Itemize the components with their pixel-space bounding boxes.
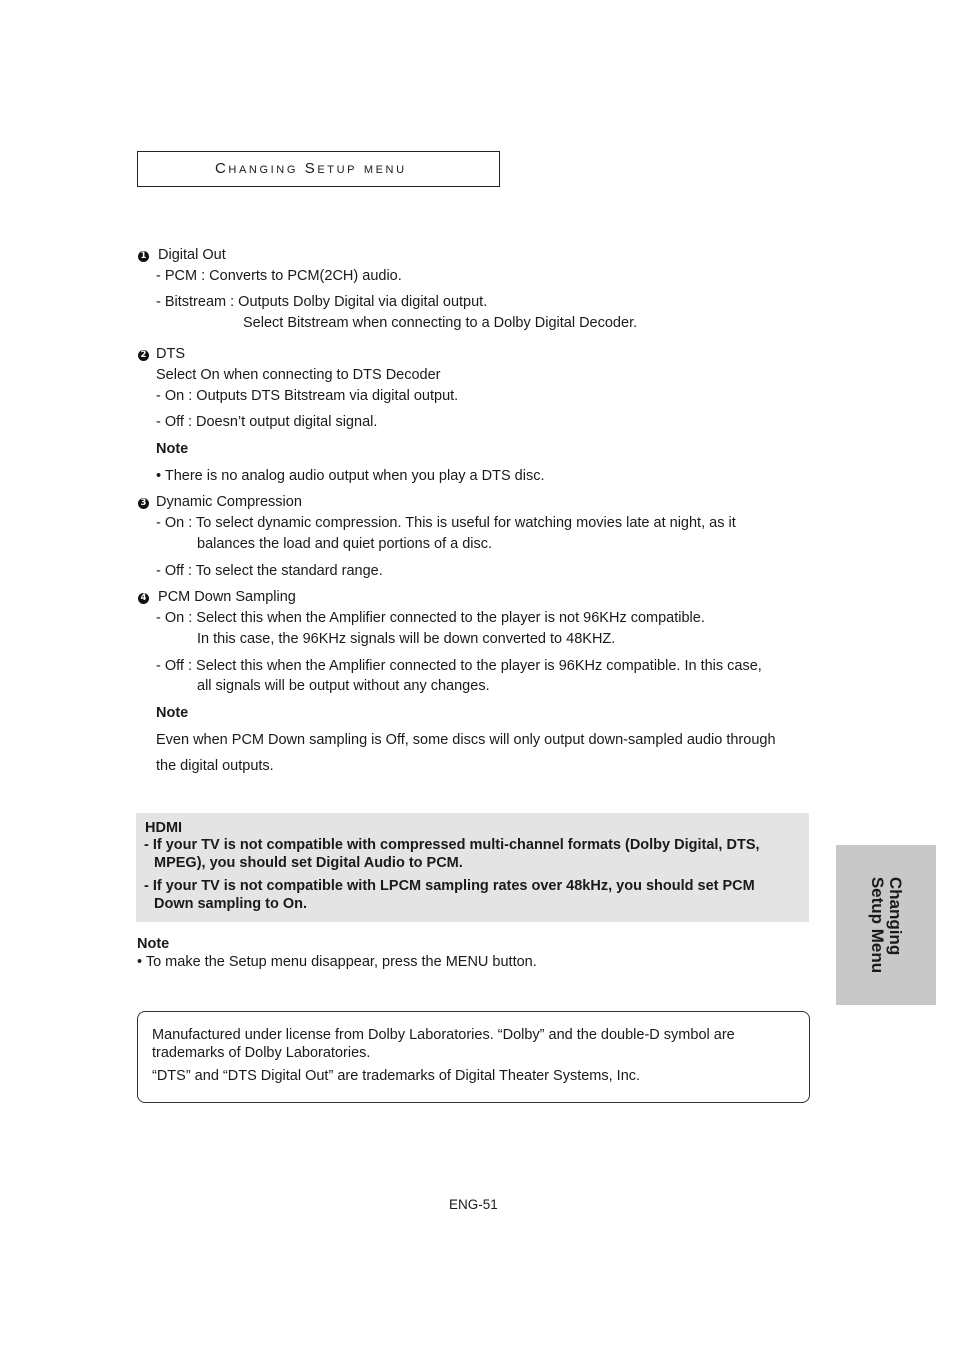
dts-note-text: • There is no analog audio output when you play a DTS disc.: [156, 468, 545, 484]
hdmi-item1-line1: - If your TV is not compatible with compressed multi-channel formats (Dolby Digital, DTS,: [144, 837, 760, 853]
page-number: ENG-51: [449, 1197, 498, 1212]
hdmi-item2-line2: Down sampling to On.: [154, 896, 308, 912]
license-box: [137, 1011, 810, 1103]
dts-on: - On : Outputs DTS Bitstream via digital output.: [156, 388, 459, 404]
pcm-down-off: - Off : Select this when the Amplifier connected to the player is 96KHz compatible. In this case,: [156, 658, 762, 674]
item-dts-heading: [138, 347, 185, 362]
hdmi-item2-line1: - If your TV is not compatible with LPCM sampling rates over 48kHz, you should set PCM: [144, 878, 755, 894]
dts-note-label: Note: [156, 441, 189, 457]
pcm-down-on-cont: In this case, the 96KHz signals will be down converted to 48KHZ.: [197, 631, 616, 647]
pcm-down-note-line2: the digital outputs.: [156, 758, 274, 774]
pcm-down-on: - On : Select this when the Amplifier connected to the player is not 96KHz compatible.: [156, 610, 705, 626]
section-title-box: [137, 151, 500, 187]
digital-out-bitstream-cont: Select Bitstream when connecting to a Dolby Digital Decoder.: [243, 315, 638, 331]
chapter-side-tab: [836, 845, 936, 1005]
hdmi-item1-line2: MPEG), you should set Digital Audio to PCM.: [154, 855, 463, 871]
item-pcm-down-sampling-heading: [138, 590, 296, 605]
number-badge-4: 4: [138, 593, 149, 604]
dynamic-compression-off: - Off : To select the standard range.: [156, 563, 383, 579]
dynamic-compression-on: - On : To select dynamic compression. This is useful for watching movies late at night, as it: [156, 515, 736, 531]
pcm-down-note-line1: Even when PCM Down sampling is Off, some discs will only output down-sampled audio through: [156, 732, 776, 748]
hdmi-info-box: [136, 813, 809, 922]
item-title: PCM Down Sampling: [158, 589, 296, 605]
digital-out-pcm: - PCM : Converts to PCM(2CH) audio.: [156, 268, 402, 284]
license-line1: Manufactured under license from Dolby Laboratories. “Dolby” and the double-D symbol are: [152, 1027, 735, 1043]
license-line2: trademarks of Dolby Laboratories.: [152, 1045, 371, 1061]
hdmi-heading: HDMI: [145, 820, 183, 836]
dts-desc: Select On when connecting to DTS Decoder: [156, 367, 441, 383]
item-title: Dynamic Compression: [156, 494, 302, 510]
bottom-note-label: Note: [137, 936, 170, 952]
item-title: Digital Out: [158, 247, 226, 263]
number-badge-1: 1: [138, 251, 149, 262]
pcm-down-note-label: Note: [156, 705, 189, 721]
pcm-down-off-cont: all signals will be output without any changes.: [197, 678, 490, 694]
number-badge-3: 3: [138, 498, 149, 509]
number-badge-2: 2: [138, 350, 149, 361]
license-line3: “DTS” and “DTS Digital Out” are trademarks of Digital Theater Systems, Inc.: [152, 1068, 641, 1084]
item-dynamic-compression-heading: [138, 495, 302, 510]
dts-off: - Off : Doesn’t output digital signal.: [156, 414, 378, 430]
digital-out-bitstream: - Bitstream : Outputs Dolby Digital via digital output.: [156, 294, 488, 310]
side-tab-line1: Changing: [886, 876, 905, 956]
side-tab-label: [868, 877, 904, 973]
item-title: DTS: [156, 346, 186, 362]
item-digital-out-heading: [138, 248, 226, 263]
dynamic-compression-on-cont: balances the load and quiet portions of a disc.: [197, 536, 493, 552]
bottom-note-text: • To make the Setup menu disappear, press the MENU button.: [137, 954, 537, 970]
side-tab-line2: Setup Menu: [868, 876, 887, 974]
section-title: Changing Setup menu: [215, 160, 407, 177]
